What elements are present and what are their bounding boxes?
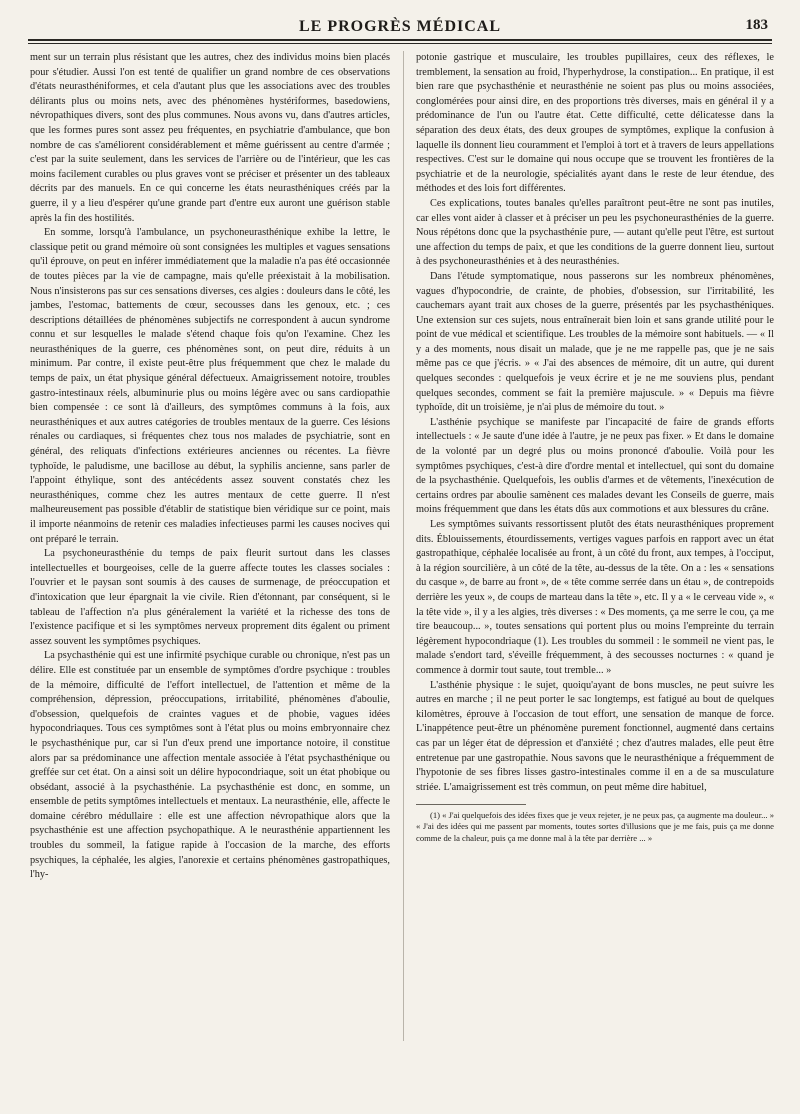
header-rule-thin	[28, 43, 772, 44]
page-number: 183	[745, 17, 768, 33]
paragraph: L'asthénie physique : le sujet, quoiqu'ayant de bons muscles, ne peut suivre les autres en marche ; il ne peut porter le sac longtemps, est fatigué au bout de quelques kilomètres, éprouve à l'occasion de tout effort, une sensation de manque de force. L'inappétence peut-être un phénomène purement fonctionnel, augmenté dans certains cas par un léger état de dépression et d'anxiété ; chez d'autres malades, elle peut être entretenue par une gastropathie. Nous savons que le neurasthénique a fréquemment de l'hypotonie de ses fibres lisses gastro-intestinales comme il en a de sa musculature striée. L'amaigrissement est très commun, on peut même dire habituel,	[416, 679, 774, 793]
header-rule-thick	[28, 39, 772, 41]
paragraph: Les symptômes suivants ressortissent plutôt des états neurasthéniques proprement dits. Éblouissements, étourdissements, vertiges vagues parfois en rapport avec un état gastropathique, céphalée localisée au front, à un côté du front, aux tempes, à l'occiput, à la région sourcilière, à un côté de la tête, au-dessus de la tête. On a : les « sensations du casque », de barre au front », de « tête comme serrée dans un étau », de contrepoids derrière les yeux », de coups de marteau dans la tête », etc. Il y a « le cerveau vide », « la tête vide », il y a les algies, très diverses : « Des moments, ça me serre le cou, ça me tire beaucoup... », toutes sensations qui portent plus ou moins l'empreinte du terrain légèrement hypocondriaque (1). Les troubles du sommeil : le sommeil ne vient pas, le malade s'endort tard, s'éveille fréquemment, à des secousses nocturnes : « quand je commence à dormir tout saute, tout tremble... »	[416, 519, 774, 676]
left-column	[30, 51, 390, 1091]
running-header	[28, 12, 772, 40]
paragraph: La psychasthénie qui est une infirmité psychique curable ou chronique, n'est pas un délire. Elle est constituée par un ensemble de symptômes d'ordre psychique : troubles de la mémoire, difficulté de l'effort intellectuel, de l'attention et même de la compréhension, dépression, préoccupations, irritabilité, phénomènes d'aboulie, d'obsession, quelquefois de craintes vagues et de phobie, vagues idées hypocondriaques. Tous ces symptômes sont à l'état plus ou moins embryonnaire chez le psychasthénique pur, car si l'un d'eux prend une importance notoire, il constitue alors par sa prédominance une affection mentale associée à l'état psychasthénique ou greffée sur cet état. On a ainsi soit un délire hypocondriaque, soit un état phobique ou obsédant, associé à la psychasthénie. La psychasthénie est donc, en somme, un ensemble de petits symptômes intellectuels et mentaux. La neurasthénie, elle, affecte le domaine cérébro médullaire : elle est une affection névropathique alors que la psychasthénie est une affection psychopathique. A le neurasthénie appartiennent les troubles du sommeil, la fatigue rapide à l'occasion de la marche, des efforts psychiques, la céphalée, les algies, l'anorexie et certains phénomènes gastropathiques, l'hy-	[30, 650, 390, 881]
paragraph: En somme, lorsqu'à l'ambulance, un psychoneurasthénique exhibe la lettre, le classique petit ou grand mémoire où sont consignées les multiples et vagues sensations qu'il éprouve, on peut en inférer immédiatement que la maladie n'a pas été occasionnée de toutes pièces par la vie de campagne, mais qu'elle préexistait à la mobilisation. Nous n'insisterons pas sur ces sensations diverses, ces algies : douleurs dans le côté, les jambes, l'estomac, battements de cœur, secousses dans les genoux, etc. ; ces descriptions détaillées de phénomènes subjectifs ne correspondent à aucun syndrome connu et sur lesquelles le malade s'étend chaque fois qu'on l'examine. Chez les neurasthéniques de la guerre, ces phénomènes sont, on peut dire, réduits à un minimum. Par contre, il existe peut-être plus fréquemment que chez le malade du temps de paix, un état physique général défectueux. Amaigrissement notoire, troubles gastro-intestinaux réels, albuminurie plus ou moins légère avec ou sans cardiopathie bien compensée : ce sont là d'ailleurs, des symptômes communs à la fois, aux neurasthéniques et aux autres catégories de troubles mentaux de la guerre. Ces lésions rénales ou cardiaques, si fréquentes chez tous nos malades de psychiatrie, sont en général, des reliquats d'infections extérieures anciennes ou récentes. La fièvre typhoïde, le paludisme, une bacillose au début, la syphilis ancienne, sans parler de l'appoint éthylique, sont des antécédents assez souvent constatés chez les neurasthéniques, comme chez les autres mentaux de cette guerre. Il n'est malheureusement pas possible d'établir de statistique bien véridique sur ce point, mais il importe néanmoins de retenir ces maladies infectieuses parmi les causes nocives qui ont préparé le terrain.	[30, 227, 390, 545]
paragraph: potonie gastrique et musculaire, les troubles pupillaires, ceux des réflexes, le tremblement, la sensation au froid, l'hyperhydrose, la constipation... En pratique, il est bien rare que psychasthénie et neurasthénie ne soient pas plus ou moins associées, conglomérées pour ainsi dire, en des proportions très diverses, mais en général il y a prédominance de l'un ou l'autre état. Cette difficulté, cette délicatesse dans la séparation des deux états, des deux groupes de symptômes, explique la confusion à laquelle ils donnent lieu couramment et l'emploi à tort et à travers de leurs appellations respectives. C'est sur le domaine qui nous occupe que se trouvent les frontières de la psychiatrie et de la neurologie, spécialités ayant dans le reste de leur étendue, des méthodes et des lois fort différentes.	[416, 52, 774, 195]
paragraph: L'asthénie psychique se manifeste par l'incapacité de faire de grands efforts intellectuels : « Je saute d'une idée à l'autre, je ne peux pas fixer. » Et dans le domaine de la volonté par un degré plus ou moins prononcé d'aboulie. Voilà pour les symptômes psychiques, c'est-à dire d'ordre mental et intellectuel, qui sont du domaine de la psychasthénie. Quelquefois, les oublis d'armes et de vêtements, l'inexécution de certains ordres par aboulie samènent ces malades devant les Conseils de guerre, mais moins fréquemment que dans les états dûs aux commotions et aux blessures du crâne.	[416, 416, 774, 516]
right-column	[416, 51, 774, 1091]
journal-title: LE PROGRÈS MÉDICAL	[298, 18, 502, 35]
paragraph: La psychoneurasthénie du temps de paix fleurit surtout dans les classes intellectuelles et bourgeoises, celle de la guerre affecte toutes les classes sociales : l'ouvrier et le paysan sont soumis à des causes de surmenage, de préoccupation et d'intoxication que leur épargnait la vie civile. Rien d'étonnant, par conséquent, si le tableau de l'affection n'a plus généralement la variété et la richesse des tons de l'existence pacifique et si les symptômes nerveux proprement dits égalent ou priment assez souvent les symptômes psychiques.	[30, 548, 390, 647]
paragraph: Dans l'étude symptomatique, nous passerons sur les nombreux phénomènes, vagues d'hypocondrie, de crainte, de phobies, d'obsession, sur l'irritabilité, les cauchemars ayant trait aux choses de la guerre, présentés par les psychasthéniques. Une extension sur ces sujets, nous entraînerait bien loin et sans grande utilité pour le point de vue médical et scientifique. Les troubles de la mémoire sont habituels. — « Il y a des moments, nous disait un malade, que je ne me rappelle pas, que je ne sais même pas ce que j'écris. » « J'ai des absences de mémoire, dit un autre, qui durent quelques secondes : quelquefois je veux écrire et je ne me souviens plus, pendant quelques secondes, comment se fait la première majuscule. » « Depuis ma fièvre typhoïde, dit un troisième, je n'ai plus de mémoire du tout. »	[416, 270, 774, 414]
paragraph: Ces explications, toutes banales qu'elles paraîtront peut-être ne sont pas inutiles, car elles vont aider à classer et à préciser un peu les psychoneurasthénies de la guerre. Nous répétons donc que la psychasthénie pure, — autant qu'elle peut l'être, est surtout une affection du temps de paix, et que les conditions de la guerre donnent lieu, surtout à des psychoneurasthénies et à des neurasthénies.	[416, 197, 774, 268]
column-divider	[403, 51, 404, 1041]
footnote-rule	[416, 804, 526, 805]
footnote: (1) « J'ai quelquefois des idées fixes que je veux rejeter, je ne peux pas, ça augmente ma douleur... » « J'ai des idées qui me passent par moments, toutes sortes d'illusions que je me fais, puis ça me donne comme de la chaleur, puis ça me donne mal à la tête par derrière ... »	[416, 810, 774, 843]
paragraph: ment sur un terrain plus résistant que les autres, chez des individus moins bien placés pour s'étudier. Aussi l'on est tenté de qualifier un grand nombre de ces observations d'états neurasthéniformes, et cela d'autant plus que les associations avec des troubles délirants plus ou moins nets, avec des phénomènes hystériformes, basedowiens, névropathiques divers, sont des plus communes. Nous avons vu, dans d'autres articles, que les formes pures sont assez peu fréquentes, en psychiatrie d'ambulance, que bon nombre de cas s'améliorent considérablement et même guérissent au centre d'armée ; c'est par la suite seulement, dans les services de l'arrière ou de l'intérieur, que les cas moins facilement curables ou plus graves vont se préciser et présenter un des tableaux décrits par des manuels. En ce qui concerne les états neurasthéniques créés par la guerre, il y a lieu d'espérer qu'une grande part d'entre eux auront une guérison stable après la fin des hostilités.	[30, 52, 390, 224]
